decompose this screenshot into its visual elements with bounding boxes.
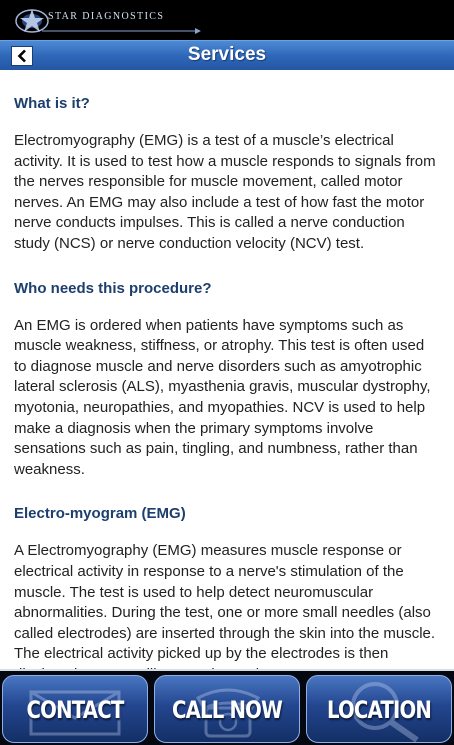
services-content[interactable] [0, 70, 454, 669]
section-emg [14, 505, 440, 685]
section-who-needs [14, 280, 440, 481]
contact-button[interactable] [2, 675, 148, 743]
section-heading: Who needs this procedure? [14, 279, 212, 297]
brand-bar [0, 0, 454, 40]
section-what-is-it [14, 95, 440, 255]
section-heading: Electro-myogram (EMG) [14, 505, 186, 523]
bottom-nav [0, 669, 454, 745]
call-now-label: CALL NOW [172, 696, 282, 724]
section-body: Electromyography (EMG) is a test of a muscle’s electrical activity. It is used to test how a muscle responds to signals from the nerves responsible for muscle movement, called motor nerves. An EMG may also include a test of how fast the motor nerve conducts impulses. This is called a nerve conduction study (NCS) or nerve conduction velocity (NCV) test. [14, 132, 436, 252]
location-label: LOCATION [326, 696, 432, 724]
section-body: A Electromyography (EMG) measures muscle response or electrical activity in response to a nerve's stimulation of the muscle. The test is used to help detect neuromuscular abnormalities. During the test, one or more small needles (also called electrodes) are inserted through the skin into the muscle. The electrical activity picked up by the electrodes is then [14, 542, 436, 663]
section-heading: What is it? [14, 95, 90, 112]
title-bar [0, 40, 454, 70]
call-now-button[interactable] [154, 675, 300, 743]
page-title: Services [187, 44, 267, 65]
section-body: An EMG is ordered when patients have symptoms such as muscle weakness, stiffness, or atrophy. This test is often used to diagnose muscle and nerve disorders such as amyotrophic lateral sclerosis (ALS), myasthenia gravis, muscular dystrophy, myotonia, neuropathies, and myopathies. NCV is used to help make a diagnosis when the primary symptoms involve sensations such as pain, tingling, and numbness, rather than weakness. [14, 316, 431, 478]
location-button[interactable] [306, 675, 452, 743]
brand-name: STAR DIAGNOSTICS [48, 11, 165, 22]
contact-label: CONTACT [26, 696, 124, 724]
